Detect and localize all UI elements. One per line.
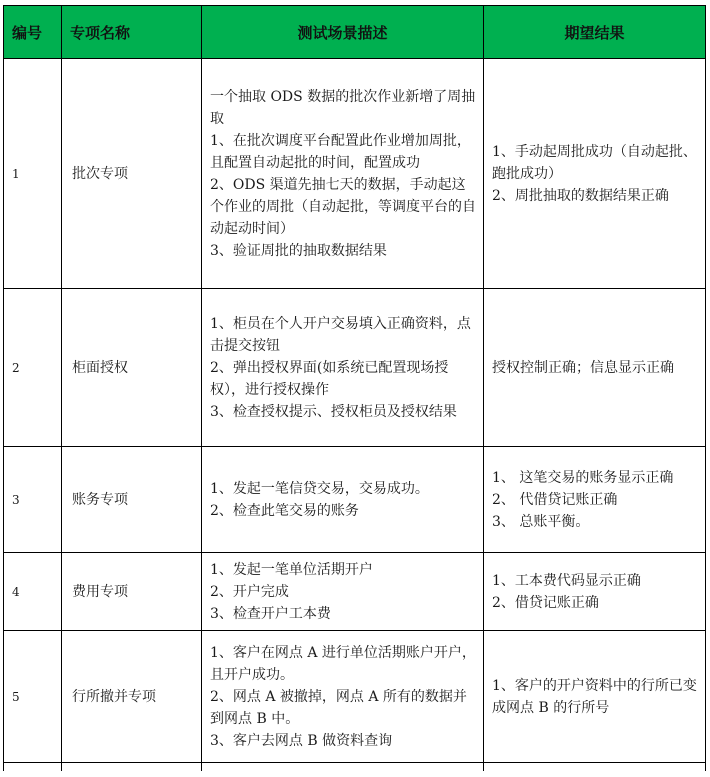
description-line: 2、ODS 渠道先抽七天的数据，手动起这个作业的周批（自动起批，等调度平台的自动起动时间） (210, 176, 476, 237)
expected-result (484, 447, 706, 553)
header-item-name: 专项名称 (62, 6, 202, 59)
expected-line: 授权控制正确；信息显示正确 (492, 359, 674, 376)
description-line: 3、检查授权提示、授权柜员及授权结果 (210, 403, 457, 420)
description-line: 2、弹出授权界面(如系统已配置现场授权），进行授权操作 (210, 359, 449, 398)
table-row-continuation (4, 763, 706, 772)
test-scenario-table (3, 5, 706, 771)
expected-line: 1、客户的开户资料中的行所已变成网点 B 的行所号 (492, 677, 697, 716)
description-line: 3、检查开户工本费 (210, 605, 331, 622)
item-name: 账务专项 (62, 447, 202, 553)
item-name: 柜面授权 (62, 289, 202, 447)
expected-line: 1、手动起周批成功（自动起批、跑批成功） (492, 143, 697, 182)
item-name: 费用专项 (62, 553, 202, 631)
description-line: 一个抽取 ODS 数据的批次作业新增了周抽取 (210, 88, 476, 127)
expected-line: 1、工本费代码显示正确 (492, 572, 641, 589)
expected-result (484, 631, 706, 763)
row-number: 4 (4, 553, 62, 631)
row-number: 2 (4, 289, 62, 447)
expected-line: 2、周批抽取的数据结果正确 (492, 187, 669, 204)
table-row (4, 447, 706, 553)
description-line: 3、验证周批的抽取数据结果 (210, 242, 387, 259)
description-line: 2、开户完成 (210, 583, 289, 600)
description-line: 1、客户在网点 A 进行单位活期账户开户，且开户成功。 (210, 644, 476, 683)
header-number: 编号 (4, 6, 62, 59)
description-line: 1、在批次调度平台配置此作业增加周批，且配置自动起批的时间，配置成功 (210, 132, 471, 171)
expected-result (484, 289, 706, 447)
item-name: 行所撤并专项 (62, 631, 202, 763)
description-line: 1、发起一笔信贷交易，交易成功。 (210, 480, 429, 497)
continuation-cell (202, 763, 484, 772)
scenario-description (202, 59, 484, 289)
expected-result (484, 59, 706, 289)
row-number: 3 (4, 447, 62, 553)
item-name: 批次专项 (62, 59, 202, 289)
scenario-description (202, 553, 484, 631)
expected-result (484, 553, 706, 631)
table-row (4, 289, 706, 447)
header-scenario-description: 测试场景描述 (202, 6, 484, 59)
scenario-description (202, 289, 484, 447)
continuation-cell (62, 763, 202, 772)
continuation-cell (484, 763, 706, 772)
table-body (4, 59, 706, 772)
description-line: 3、客户去网点 B 做资料查询 (210, 732, 393, 749)
table-row (4, 553, 706, 631)
description-line: 1、发起一笔单位活期开户 (210, 561, 373, 578)
row-number: 1 (4, 59, 62, 289)
expected-line: 2、借贷记账正确 (492, 594, 599, 611)
expected-line: 3、 总账平衡。 (492, 513, 590, 530)
header-expected-result: 期望结果 (484, 6, 706, 59)
table-row (4, 59, 706, 289)
description-line: 2、网点 A 被撤掉，网点 A 所有的数据并到网点 B 中。 (210, 688, 467, 727)
continuation-cell (4, 763, 62, 772)
header-row (4, 6, 706, 59)
row-number: 5 (4, 631, 62, 763)
table-row (4, 631, 706, 763)
expected-line: 1、 这笔交易的账务显示正确 (492, 469, 674, 486)
expected-line: 2、 代借贷记账正确 (492, 491, 618, 508)
description-line: 2、检查此笔交易的账务 (210, 502, 359, 519)
scenario-description (202, 631, 484, 763)
description-line: 1、柜员在个人开户交易填入正确资料，点击提交按钮 (210, 315, 471, 354)
scenario-description (202, 447, 484, 553)
